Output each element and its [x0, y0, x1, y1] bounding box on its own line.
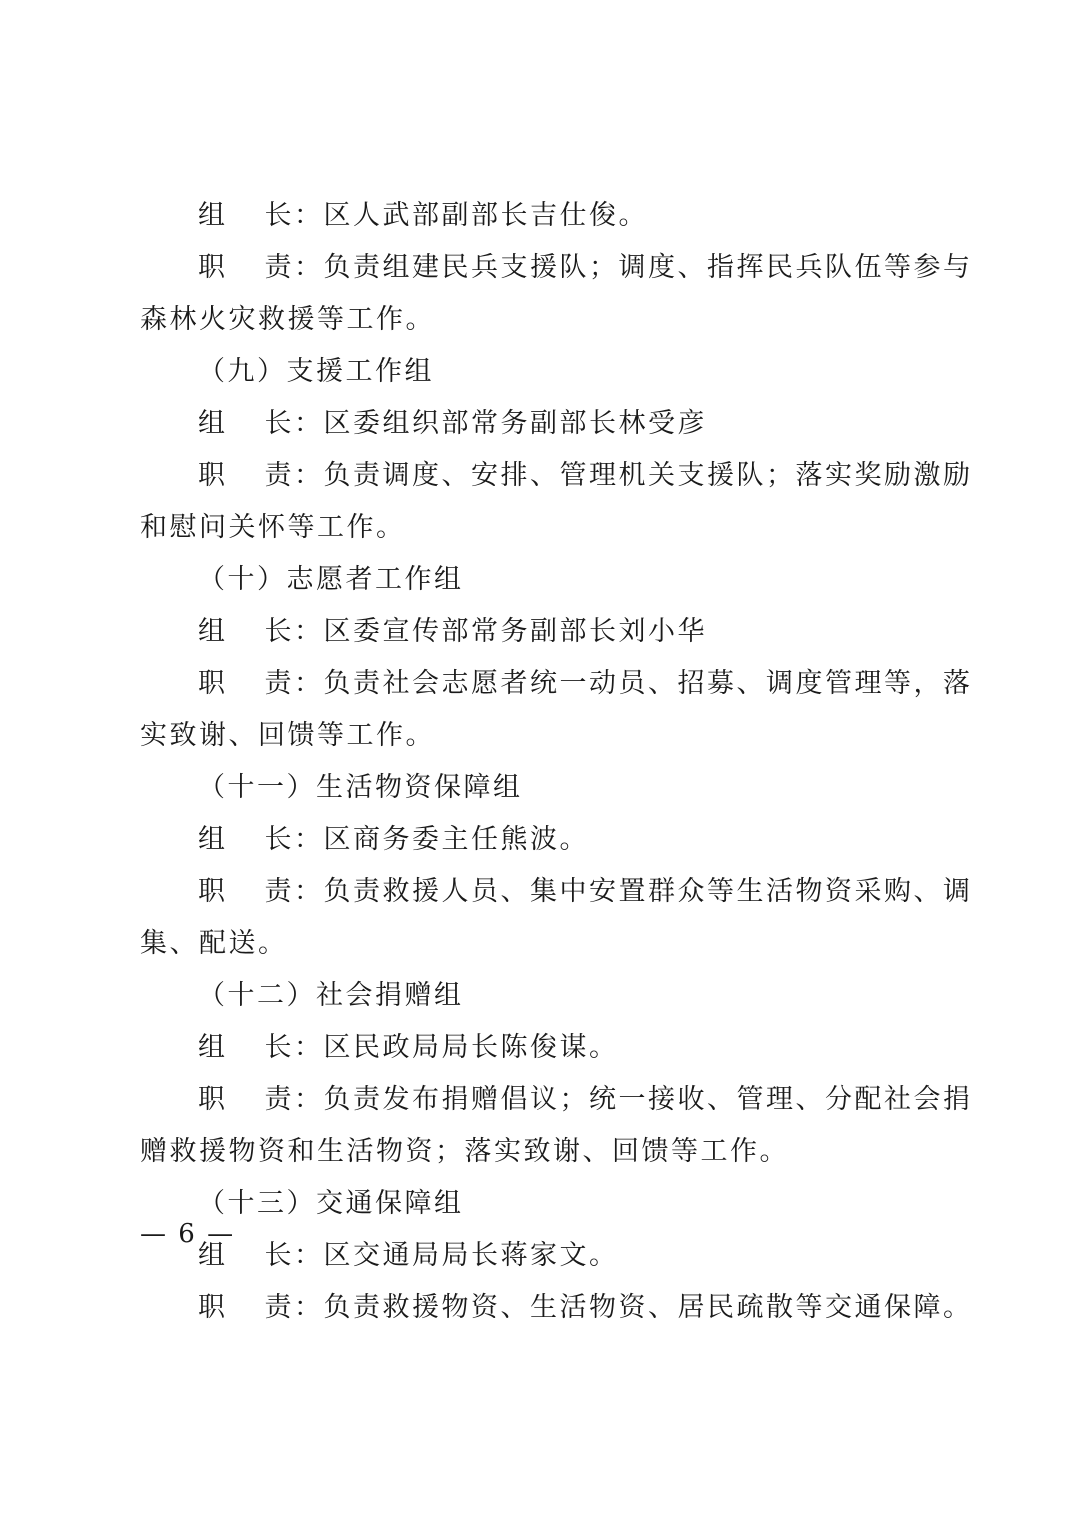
field-colon: ： — [294, 616, 324, 647]
duty-line — [140, 450, 973, 502]
leader-line — [140, 398, 940, 450]
field-label: 组 长 — [198, 1032, 294, 1063]
field-colon: ： — [294, 1084, 324, 1115]
field-label: 职 责 — [198, 668, 294, 699]
document-body — [140, 190, 973, 1334]
field-text: 负责发布捐赠倡议；统一接收、管理、分配社会捐 — [323, 1084, 973, 1115]
field-label: 组 长 — [198, 1240, 294, 1271]
duty-line — [140, 1074, 973, 1126]
duty-line — [140, 658, 973, 710]
field-label: 组 长 — [198, 200, 294, 231]
field-label: 职 责 — [198, 876, 294, 907]
field-label: 组 长 — [198, 824, 294, 855]
section-heading: （九）支援工作组 — [198, 356, 434, 387]
field-colon: ： — [294, 408, 324, 439]
field-text: 区交通局局长蒋家文。 — [323, 1240, 619, 1271]
duty-continuation: 赠救援物资和生活物资；落实致谢、回馈等工作。 — [140, 1136, 789, 1167]
field-colon: ： — [294, 876, 324, 907]
field-text: 负责调度、安排、管理机关支援队；落实奖励激励 — [323, 460, 973, 491]
field-label: 组 长 — [198, 408, 294, 439]
field-label: 职 责 — [198, 1292, 294, 1323]
field-label: 职 责 — [198, 1084, 294, 1115]
field-text: 负责救援人员、集中安置群众等生活物资采购、调 — [323, 876, 973, 907]
field-colon: ： — [294, 200, 324, 231]
duty-continuation: 森林火灾救援等工作。 — [140, 304, 435, 335]
field-text: 负责社会志愿者统一动员、招募、调度管理等，落 — [323, 668, 973, 699]
field-text: 区人武部副部长吉仕俊。 — [323, 200, 648, 231]
page-number: — 6 — — [140, 1219, 236, 1249]
section-heading: （十二）社会捐赠组 — [198, 980, 464, 1011]
field-colon: ： — [294, 1032, 324, 1063]
duty-line — [140, 242, 973, 294]
leader-line — [140, 1230, 940, 1282]
field-text: 区委组织部常务副部长林受彦 — [323, 408, 707, 439]
section-heading: （十一）生活物资保障组 — [198, 772, 523, 803]
section-heading: （十）志愿者工作组 — [198, 564, 464, 595]
leader-line — [140, 1022, 940, 1074]
field-label: 职 责 — [198, 252, 294, 283]
field-colon: ： — [294, 1292, 324, 1323]
leader-line — [140, 190, 940, 242]
field-colon: ： — [294, 252, 324, 283]
duty-line — [140, 1282, 973, 1334]
field-colon: ： — [294, 668, 324, 699]
field-colon: ： — [294, 460, 324, 491]
field-label: 职 责 — [198, 460, 294, 491]
field-label: 组 长 — [198, 616, 294, 647]
field-colon: ： — [294, 1240, 324, 1271]
field-text: 负责救援物资、生活物资、居民疏散等交通保障。 — [323, 1292, 973, 1323]
duty-continuation: 集、配送。 — [140, 928, 288, 959]
duty-continuation: 实致谢、回馈等工作。 — [140, 720, 435, 751]
duty-line — [140, 866, 973, 918]
field-text: 区委宣传部常务副部长刘小华 — [323, 616, 707, 647]
leader-line — [140, 814, 940, 866]
section-heading: （十三）交通保障组 — [198, 1188, 464, 1219]
field-text: 区商务委主任熊波。 — [323, 824, 589, 855]
duty-continuation: 和慰问关怀等工作。 — [140, 512, 406, 543]
field-text: 区民政局局长陈俊谋。 — [323, 1032, 619, 1063]
leader-line — [140, 606, 940, 658]
field-colon: ： — [294, 824, 324, 855]
field-text: 负责组建民兵支援队；调度、指挥民兵队伍等参与 — [323, 252, 973, 283]
